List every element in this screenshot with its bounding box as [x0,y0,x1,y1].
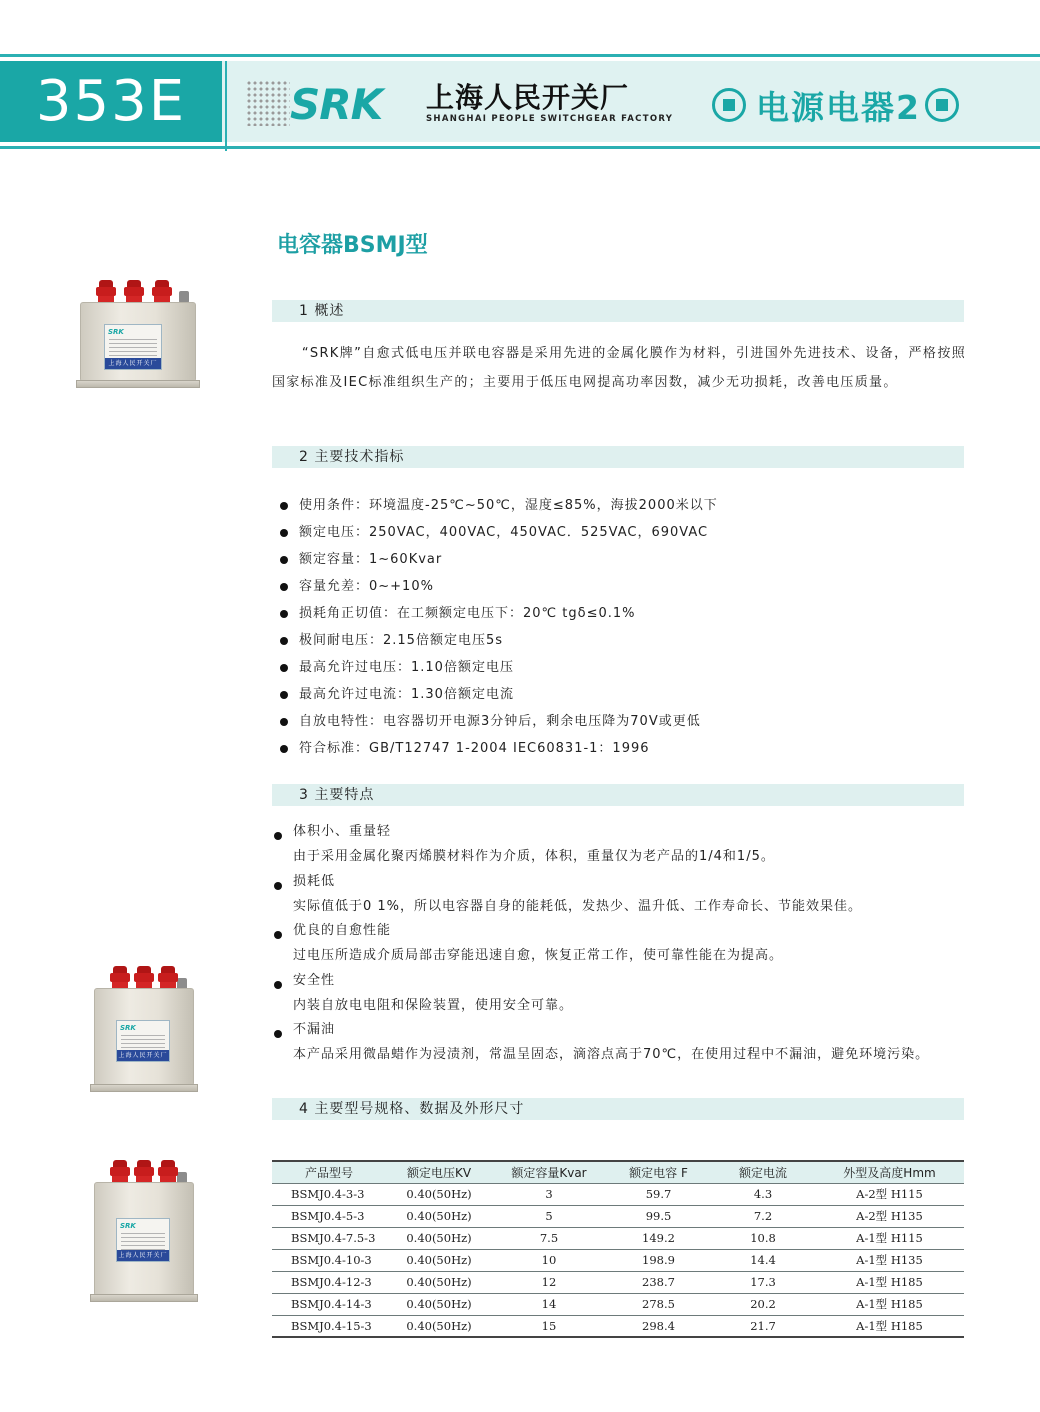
bullet-icon [280,664,288,672]
table-cell: 0.40(50Hz) [386,1227,492,1249]
table-row [272,1271,964,1293]
capacitor-base [90,1294,198,1302]
feature-item [272,1018,929,1068]
spec-item [280,681,718,708]
table-cell: 238.7 [606,1271,711,1293]
bullet-icon [274,882,282,890]
spec-item [280,627,718,654]
table-cell: 21.7 [711,1315,815,1337]
header-rule-bottom [0,146,1040,149]
page-number-block [0,61,222,142]
header-rule-top [0,54,1040,57]
table-cell: BSMJ0.4-7.5-3 [272,1227,386,1249]
header-separator [225,61,227,151]
column-header: 额定电容 F [606,1161,711,1183]
table-cell: 149.2 [606,1227,711,1249]
table-cell: 0.40(50Hz) [386,1205,492,1227]
feature-item [272,870,929,920]
specs-list [280,492,718,762]
capacitor-image-1 [78,280,200,390]
table-row [272,1227,964,1249]
nameplate-brand: SRK [108,328,124,336]
table-cell: 0.40(50Hz) [386,1315,492,1337]
feature-item [272,969,929,1019]
feature-desc: 本产品采用微晶蜡作为浸渍剂，常温呈固态，滴溶点高于70℃，在使用过程中不漏油，避免环境污染。 [293,1047,930,1062]
table-row [272,1293,964,1315]
circle-square-icon [925,88,959,122]
spec-item [280,735,718,762]
feature-title: 不漏油 [293,1022,336,1037]
table-cell: BSMJ0.4-15-3 [272,1315,386,1337]
bullet-icon [280,637,288,645]
nameplate-brand: SRK [120,1222,136,1230]
table-cell: 198.9 [606,1249,711,1271]
table-row [272,1183,964,1205]
table-cell: A-1型 H185 [815,1315,964,1337]
spec-item [280,708,718,735]
company-name-cn: 上海人民开关厂 [426,81,630,114]
table-cell: 59.7 [606,1183,711,1205]
column-header: 额定电流 [711,1161,815,1183]
table-cell: A-1型 H135 [815,1249,964,1271]
table-cell: BSMJ0.4-10-3 [272,1249,386,1271]
capacitor-base [90,1084,198,1092]
spec-text: 自放电特性：电容器切开电源3分钟后，剩余电压降为70V或更低 [299,714,701,729]
table-cell: A-1型 H185 [815,1271,964,1293]
spec-item [280,654,718,681]
section-header-models: 4 主要型号规格、数据及外形尺寸 [272,1098,964,1120]
spec-text: 极间耐电压：2.15倍额定电压5s [299,633,503,648]
bullet-icon [280,745,288,753]
brand-logo: SRK [290,80,383,129]
nameplate-label [104,324,162,370]
table-cell: 10.8 [711,1227,815,1249]
bullet-icon [274,981,282,989]
nameplate-maker: 上海人民开关厂 [118,1252,168,1259]
spec-item [280,519,718,546]
circle-square-icon [712,88,746,122]
feature-desc: 内装自放电电阻和保险装置，使用安全可靠。 [293,997,574,1013]
nameplate-brand: SRK [120,1024,136,1032]
feature-title: 优良的自愈性能 [293,923,392,938]
bullet-icon [280,610,288,618]
capacitor-image-3 [92,1160,196,1306]
bullet-icon [274,1030,282,1038]
table-cell: BSMJ0.4-12-3 [272,1271,386,1293]
feature-title: 损耗低 [293,873,336,889]
table-cell: 3 [492,1183,606,1205]
table-cell: 14.4 [711,1249,815,1271]
feature-title: 安全性 [293,972,336,988]
table-cell: BSMJ0.4-3-3 [272,1183,386,1205]
feature-desc: 实际值低于0 1%，所以电容器自身的能耗低，发热少、温升低、工作寿命长、节能效果佳。 [293,898,863,914]
spec-text: 容量允差：0~+10% [299,579,434,594]
bullet-icon [274,832,282,840]
category-text: 电源电器2 [756,87,921,127]
table-cell: 298.4 [606,1315,711,1337]
table-cell: A-2型 H115 [815,1183,964,1205]
spec-item [280,492,718,519]
column-header: 额定容量Kvar [492,1161,606,1183]
feature-title: 体积小、重量轻 [293,824,392,839]
spec-text: 符合标准：GB/T12747 1-2004 IEC60831-1：1996 [299,741,650,756]
nameplate-label [116,1020,170,1062]
spec-item [280,546,718,573]
section-header-overview: 1 概述 [272,300,964,322]
table-row [272,1249,964,1271]
capacitor-base [76,380,200,388]
nameplate-text-lines [121,1035,165,1051]
spec-text: 损耗角正切值：在工频额定电压下：20℃ tgδ≤0.1% [299,606,636,621]
feature-item [272,820,929,870]
table-cell: BSMJ0.4-5-3 [272,1205,386,1227]
table-header-row [272,1161,964,1183]
capacitor-image-2 [92,966,196,1096]
nameplate-text-lines [109,339,157,359]
table-cell: 99.5 [606,1205,711,1227]
table-cell: 20.2 [711,1293,815,1315]
feature-item [272,919,929,969]
spec-text: 最高允许过电压：1.10倍额定电压 [299,660,514,675]
table-cell: 0.40(50Hz) [386,1183,492,1205]
table-cell: 14 [492,1293,606,1315]
spec-text: 使用条件：环境温度-25℃~50℃，湿度≤85%，海拔2000米以下 [299,498,718,513]
logo-dot-pattern-icon [246,80,290,126]
table-cell: 0.40(50Hz) [386,1249,492,1271]
table-cell: 17.3 [711,1271,815,1293]
nameplate-maker: 上海人民开关厂 [105,358,161,369]
spec-item [280,573,718,600]
models-table [272,1160,964,1338]
bullet-icon [274,931,282,939]
bullet-icon [280,502,288,510]
table-cell: 5 [492,1205,606,1227]
column-header: 产品型号 [272,1161,386,1183]
feature-desc: 过电压所造成介质局部击穿能迅速自愈，恢复正常工作，使可靠性能在为提高。 [293,948,784,963]
bullet-icon [280,556,288,564]
section-header-specs: 2 主要技术指标 [272,446,964,468]
table-cell: A-1型 H115 [815,1227,964,1249]
nameplate-maker: 上海人民开关厂 [118,1052,168,1059]
feature-desc: 由于采用金属化聚丙烯膜材料作为介质，体积，重量仅为老产品的1/4和1/5。 [293,849,775,864]
table-cell: 12 [492,1271,606,1293]
features-list [272,820,929,1068]
bullet-icon [280,718,288,726]
table-cell: 4.3 [711,1183,815,1205]
bullet-icon [280,691,288,699]
page-number: 353E [35,69,187,134]
overview-text: “SRK牌”自愈式低电压并联电容器是采用先进的金属化膜作为材料，引进国外先进技术、设备，严格按照国家标准及IEC标准组织生产的；主要用于低压电网提高功率因数，减少无功损耗，改善电压质量。 [272,346,966,390]
table-cell: A-1型 H185 [815,1293,964,1315]
table-cell: 278.5 [606,1293,711,1315]
table-row [272,1315,964,1337]
bullet-icon [280,529,288,537]
table-cell: 15 [492,1315,606,1337]
spec-text: 最高允许过电流：1.30倍额定电流 [299,687,514,702]
column-header: 额定电压KV [386,1161,492,1183]
nameplate-label [116,1218,170,1262]
spec-item [280,600,718,627]
table-cell: A-2型 H135 [815,1205,964,1227]
column-header: 外型及高度Hmm [815,1161,964,1183]
company-name-en: SHANGHAI PEOPLE SWITCHGEAR FACTORY [426,114,674,124]
section-header-features: 3 主要特点 [272,784,964,806]
table-cell: 7.5 [492,1227,606,1249]
table-body [272,1183,964,1337]
table-cell: 0.40(50Hz) [386,1293,492,1315]
spec-text: 额定电压：250VAC，400VAC，450VAC．525VAC，690VAC [299,525,709,540]
bullet-icon [280,583,288,591]
table-cell: 7.2 [711,1205,815,1227]
table-cell: 10 [492,1249,606,1271]
nameplate-text-lines [121,1233,165,1251]
table-cell: BSMJ0.4-14-3 [272,1293,386,1315]
spec-text: 额定容量：1~60Kvar [299,552,443,567]
category-label [712,80,959,130]
table-cell: 0.40(50Hz) [386,1271,492,1293]
table-row [272,1205,964,1227]
page-title: 电容器BSMJ型 [277,233,428,258]
